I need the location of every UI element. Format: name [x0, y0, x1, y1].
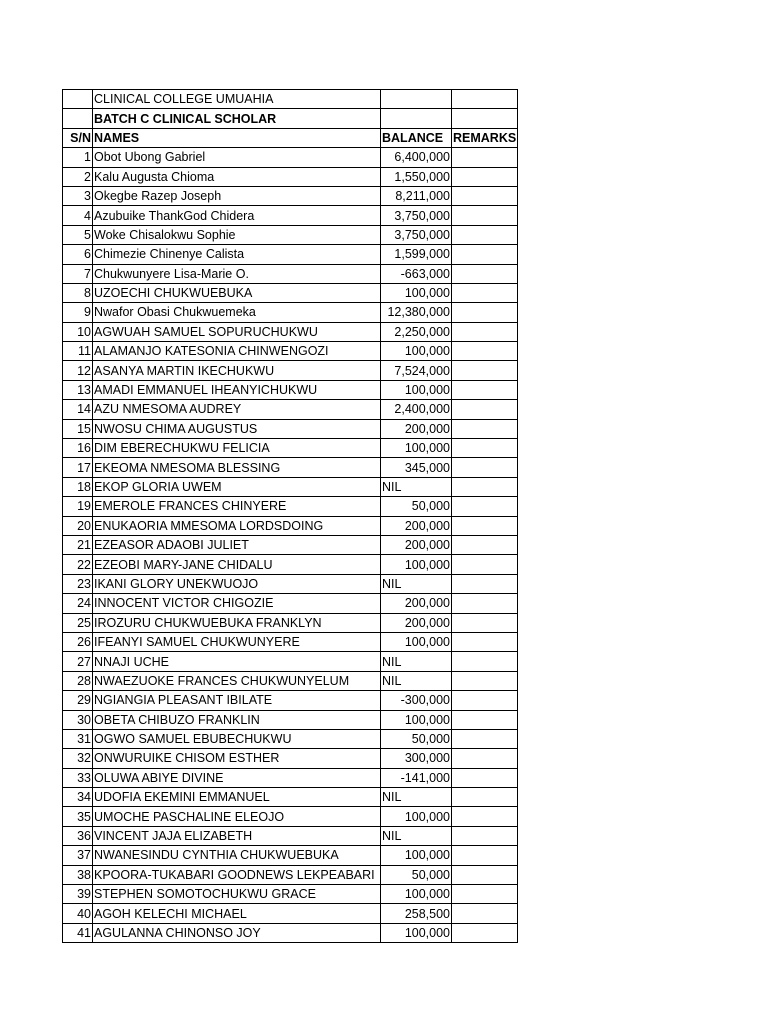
remarks-cell[interactable]	[452, 167, 518, 186]
balance-cell[interactable]: 100,000	[381, 710, 452, 729]
sn-cell[interactable]: 16	[63, 439, 93, 458]
table-row	[63, 167, 518, 186]
remarks-cell[interactable]	[452, 342, 518, 361]
table-row	[63, 710, 518, 729]
balance-cell[interactable]: 3,750,000	[381, 206, 452, 225]
name-cell[interactable]: IFEANYI SAMUEL CHUKWUNYERE	[93, 632, 381, 651]
balance-cell[interactable]: 8,211,000	[381, 186, 452, 205]
name-cell[interactable]: Obot Ubong Gabriel	[93, 148, 381, 167]
table-row	[63, 555, 518, 574]
remarks-cell[interactable]	[452, 322, 518, 341]
sn-cell[interactable]: 10	[63, 322, 93, 341]
name-cell[interactable]: EZEOBI MARY-JANE CHIDALU	[93, 555, 381, 574]
name-cell[interactable]: EMEROLE FRANCES CHINYERE	[93, 497, 381, 516]
name-cell[interactable]: NWOSU CHIMA AUGUSTUS	[93, 419, 381, 438]
table-row	[63, 885, 518, 904]
remarks-cell[interactable]	[452, 555, 518, 574]
name-cell[interactable]: Azubuike ThankGod Chidera	[93, 206, 381, 225]
sn-cell[interactable]: 7	[63, 264, 93, 283]
table-row	[63, 574, 518, 593]
sn-cell[interactable]: 19	[63, 497, 93, 516]
name-cell[interactable]: NWAEZUOKE FRANCES CHUKWUNYELUM	[93, 671, 381, 690]
name-cell[interactable]: Chukwunyere Lisa-Marie O.	[93, 264, 381, 283]
balance-cell[interactable]: -663,000	[381, 264, 452, 283]
remarks-cell[interactable]	[452, 729, 518, 748]
sn-cell[interactable]: 14	[63, 400, 93, 419]
balance-cell[interactable]: 258,500	[381, 904, 452, 923]
balance-cell[interactable]: NIL	[381, 574, 452, 593]
table-row	[63, 904, 518, 923]
remarks-cell[interactable]	[452, 632, 518, 651]
balance-cell[interactable]: 100,000	[381, 885, 452, 904]
table-row	[63, 632, 518, 651]
balance-cell[interactable]: 100,000	[381, 555, 452, 574]
balance-cell[interactable]: 50,000	[381, 497, 452, 516]
remarks-cell[interactable]	[452, 594, 518, 613]
balance-cell[interactable]: -300,000	[381, 691, 452, 710]
table-row	[63, 206, 518, 225]
table-row	[63, 419, 518, 438]
sn-cell[interactable]: 6	[63, 245, 93, 264]
balance-cell[interactable]: 100,000	[381, 923, 452, 942]
remarks-cell[interactable]	[452, 846, 518, 865]
remarks-cell[interactable]	[452, 807, 518, 826]
sn-cell[interactable]: 8	[63, 283, 93, 302]
remarks-cell[interactable]	[452, 904, 518, 923]
remarks-cell[interactable]	[452, 535, 518, 554]
table-row	[63, 458, 518, 477]
name-cell[interactable]: NNAJI UCHE	[93, 652, 381, 671]
remarks-cell[interactable]	[452, 283, 518, 302]
table-row	[63, 729, 518, 748]
sn-cell[interactable]: 32	[63, 749, 93, 768]
table-row	[63, 691, 518, 710]
remarks-cell[interactable]	[452, 613, 518, 632]
balance-cell[interactable]: 100,000	[381, 439, 452, 458]
name-cell[interactable]: ALAMANJO KATESONIA CHINWENGOZI	[93, 342, 381, 361]
name-cell[interactable]: NWANESINDU CYNTHIA CHUKWUEBUKA	[93, 846, 381, 865]
table-row	[63, 749, 518, 768]
table-row	[63, 652, 518, 671]
name-cell[interactable]: VINCENT JAJA ELIZABETH	[93, 826, 381, 845]
balance-cell[interactable]: 200,000	[381, 419, 452, 438]
sn-cell[interactable]: 31	[63, 729, 93, 748]
balance-cell[interactable]: 200,000	[381, 516, 452, 535]
header-sn[interactable]: S/N	[63, 128, 93, 147]
remarks-cell[interactable]	[452, 225, 518, 244]
table-row	[63, 245, 518, 264]
batch-title[interactable]: BATCH C CLINICAL SCHOLAR	[93, 109, 381, 128]
remarks-cell[interactable]	[452, 691, 518, 710]
name-cell[interactable]: Okegbe Razep Joseph	[93, 186, 381, 205]
sn-cell[interactable]: 20	[63, 516, 93, 535]
balance-cell[interactable]: NIL	[381, 477, 452, 496]
title-row-1-balance-cell[interactable]	[381, 90, 452, 109]
remarks-cell[interactable]	[452, 865, 518, 884]
table-row	[63, 826, 518, 845]
sn-cell[interactable]: 29	[63, 691, 93, 710]
title-row-2-remarks-cell[interactable]	[452, 109, 518, 128]
sn-cell[interactable]: 33	[63, 768, 93, 787]
name-cell[interactable]: INNOCENT VICTOR CHIGOZIE	[93, 594, 381, 613]
remarks-cell[interactable]	[452, 245, 518, 264]
sn-cell[interactable]: 13	[63, 380, 93, 399]
title-row-2-sn-cell[interactable]	[63, 109, 93, 128]
name-cell[interactable]: AGULANNA CHINONSO JOY	[93, 923, 381, 942]
balance-cell[interactable]: 100,000	[381, 807, 452, 826]
table-row	[63, 439, 518, 458]
remarks-cell[interactable]	[452, 400, 518, 419]
name-cell[interactable]: OLUWA ABIYE DIVINE	[93, 768, 381, 787]
sn-cell[interactable]: 28	[63, 671, 93, 690]
balance-cell[interactable]: 1,599,000	[381, 245, 452, 264]
name-cell[interactable]: KPOORA-TUKABARI GOODNEWS LEKPEABARI	[93, 865, 381, 884]
table-row	[63, 283, 518, 302]
balance-cell[interactable]: 50,000	[381, 729, 452, 748]
sn-cell[interactable]: 18	[63, 477, 93, 496]
sn-cell[interactable]: 34	[63, 788, 93, 807]
sn-cell[interactable]: 3	[63, 186, 93, 205]
remarks-cell[interactable]	[452, 788, 518, 807]
sn-cell[interactable]: 2	[63, 167, 93, 186]
balance-cell[interactable]: 345,000	[381, 458, 452, 477]
remarks-cell[interactable]	[452, 419, 518, 438]
table-row	[63, 923, 518, 942]
table-row	[63, 671, 518, 690]
header-row	[63, 128, 518, 147]
sn-cell[interactable]: 24	[63, 594, 93, 613]
table-row	[63, 303, 518, 322]
balance-cell[interactable]: 200,000	[381, 535, 452, 554]
sn-cell[interactable]: 41	[63, 923, 93, 942]
balance-cell[interactable]: NIL	[381, 826, 452, 845]
sn-cell[interactable]: 4	[63, 206, 93, 225]
name-cell[interactable]: Chimezie Chinenye Calista	[93, 245, 381, 264]
table-row	[63, 342, 518, 361]
name-cell[interactable]: IKANI GLORY UNEKWUOJO	[93, 574, 381, 593]
remarks-cell[interactable]	[452, 516, 518, 535]
sn-cell[interactable]: 37	[63, 846, 93, 865]
remarks-cell[interactable]	[452, 439, 518, 458]
remarks-cell[interactable]	[452, 264, 518, 283]
sn-cell[interactable]: 21	[63, 535, 93, 554]
header-balance[interactable]: BALANCE	[381, 128, 452, 147]
remarks-cell[interactable]	[452, 303, 518, 322]
remarks-cell[interactable]	[452, 652, 518, 671]
balance-cell[interactable]: 3,750,000	[381, 225, 452, 244]
table-row	[63, 807, 518, 826]
balance-cell[interactable]: 7,524,000	[381, 361, 452, 380]
name-cell[interactable]: ONWURUIKE CHISOM ESTHER	[93, 749, 381, 768]
college-title[interactable]: CLINICAL COLLEGE UMUAHIA	[93, 90, 381, 109]
name-cell[interactable]: NGIANGIA PLEASANT IBILATE	[93, 691, 381, 710]
balance-cell[interactable]: 100,000	[381, 846, 452, 865]
table-row	[63, 594, 518, 613]
sn-cell[interactable]: 35	[63, 807, 93, 826]
name-cell[interactable]: ASANYA MARTIN IKECHUKWU	[93, 361, 381, 380]
balance-cell[interactable]: 100,000	[381, 342, 452, 361]
sn-cell[interactable]: 38	[63, 865, 93, 884]
remarks-cell[interactable]	[452, 923, 518, 942]
sn-cell[interactable]: 11	[63, 342, 93, 361]
remarks-cell[interactable]	[452, 458, 518, 477]
name-cell[interactable]: Woke Chisalokwu Sophie	[93, 225, 381, 244]
remarks-cell[interactable]	[452, 380, 518, 399]
sn-cell[interactable]: 27	[63, 652, 93, 671]
name-cell[interactable]: AGWUAH SAMUEL SOPURUCHUKWU	[93, 322, 381, 341]
name-cell[interactable]: DIM EBERECHUKWU FELICIA	[93, 439, 381, 458]
header-remarks[interactable]: REMARKS	[452, 128, 518, 147]
balance-sheet-table	[62, 89, 518, 943]
name-cell[interactable]: EKOP GLORIA UWEM	[93, 477, 381, 496]
balance-cell[interactable]: 2,250,000	[381, 322, 452, 341]
remarks-cell[interactable]	[452, 361, 518, 380]
name-cell[interactable]: IROZURU CHUKWUEBUKA FRANKLYN	[93, 613, 381, 632]
sn-cell[interactable]: 17	[63, 458, 93, 477]
sheet-body	[63, 90, 518, 943]
table-row	[63, 400, 518, 419]
remarks-cell[interactable]	[452, 710, 518, 729]
name-cell[interactable]: AGOH KELECHI MICHAEL	[93, 904, 381, 923]
title-row-2-balance-cell[interactable]	[381, 109, 452, 128]
balance-cell[interactable]: 50,000	[381, 865, 452, 884]
remarks-cell[interactable]	[452, 749, 518, 768]
sn-cell[interactable]: 15	[63, 419, 93, 438]
name-cell[interactable]: UZOECHI CHUKWUEBUKA	[93, 283, 381, 302]
table-row	[63, 768, 518, 787]
balance-cell[interactable]: 6,400,000	[381, 148, 452, 167]
name-cell[interactable]: Nwafor Obasi Chukwuemeka	[93, 303, 381, 322]
balance-cell[interactable]: -141,000	[381, 768, 452, 787]
balance-cell[interactable]: 100,000	[381, 380, 452, 399]
balance-cell[interactable]: 12,380,000	[381, 303, 452, 322]
table-row	[63, 322, 518, 341]
title-row-1	[63, 90, 518, 109]
name-cell[interactable]: UMOCHE PASCHALINE ELEOJO	[93, 807, 381, 826]
title-row-1-remarks-cell[interactable]	[452, 90, 518, 109]
table-row	[63, 225, 518, 244]
name-cell[interactable]: AMADI EMMANUEL IHEANYICHUKWU	[93, 380, 381, 399]
remarks-cell[interactable]	[452, 148, 518, 167]
table-row	[63, 380, 518, 399]
table-row	[63, 846, 518, 865]
header-names[interactable]: NAMES	[93, 128, 381, 147]
table-row	[63, 516, 518, 535]
name-cell[interactable]: OGWO SAMUEL EBUBECHUKWU	[93, 729, 381, 748]
balance-cell[interactable]: NIL	[381, 788, 452, 807]
name-cell[interactable]: Kalu Augusta Chioma	[93, 167, 381, 186]
sn-cell[interactable]: 25	[63, 613, 93, 632]
table-row	[63, 186, 518, 205]
remarks-cell[interactable]	[452, 497, 518, 516]
sn-cell[interactable]: 39	[63, 885, 93, 904]
balance-cell[interactable]: 2,400,000	[381, 400, 452, 419]
balance-cell[interactable]: 200,000	[381, 594, 452, 613]
table-row	[63, 497, 518, 516]
name-cell[interactable]: UDOFIA EKEMINI EMMANUEL	[93, 788, 381, 807]
sn-cell[interactable]: 1	[63, 148, 93, 167]
sn-cell[interactable]: 26	[63, 632, 93, 651]
balance-cell[interactable]: NIL	[381, 671, 452, 690]
sn-cell[interactable]: 22	[63, 555, 93, 574]
balance-cell[interactable]: 100,000	[381, 283, 452, 302]
title-row-1-sn-cell[interactable]	[63, 90, 93, 109]
table-row	[63, 865, 518, 884]
remarks-cell[interactable]	[452, 768, 518, 787]
remarks-cell[interactable]	[452, 186, 518, 205]
title-row-2	[63, 109, 518, 128]
sn-cell[interactable]: 36	[63, 826, 93, 845]
name-cell[interactable]: OBETA CHIBUZO FRANKLIN	[93, 710, 381, 729]
sn-cell[interactable]: 40	[63, 904, 93, 923]
balance-cell[interactable]: 100,000	[381, 632, 452, 651]
sn-cell[interactable]: 23	[63, 574, 93, 593]
table-row	[63, 361, 518, 380]
remarks-cell[interactable]	[452, 671, 518, 690]
table-row	[63, 535, 518, 554]
remarks-cell[interactable]	[452, 206, 518, 225]
table-row	[63, 148, 518, 167]
balance-cell[interactable]: 200,000	[381, 613, 452, 632]
balance-cell[interactable]: 300,000	[381, 749, 452, 768]
sn-cell[interactable]: 12	[63, 361, 93, 380]
balance-cell[interactable]: NIL	[381, 652, 452, 671]
name-cell[interactable]: EKEOMA NMESOMA BLESSING	[93, 458, 381, 477]
remarks-cell[interactable]	[452, 826, 518, 845]
table-row	[63, 264, 518, 283]
name-cell[interactable]: ENUKAORIA MMESOMA LORDSDOING	[93, 516, 381, 535]
sn-cell[interactable]: 30	[63, 710, 93, 729]
balance-cell[interactable]: 1,550,000	[381, 167, 452, 186]
name-cell[interactable]: EZEASOR ADAOBI JULIET	[93, 535, 381, 554]
sn-cell[interactable]: 5	[63, 225, 93, 244]
name-cell[interactable]: STEPHEN SOMOTOCHUKWU GRACE	[93, 885, 381, 904]
name-cell[interactable]: AZU NMESOMA AUDREY	[93, 400, 381, 419]
remarks-cell[interactable]	[452, 574, 518, 593]
sn-cell[interactable]: 9	[63, 303, 93, 322]
remarks-cell[interactable]	[452, 885, 518, 904]
table-row	[63, 788, 518, 807]
remarks-cell[interactable]	[452, 477, 518, 496]
table-row	[63, 613, 518, 632]
table-row	[63, 477, 518, 496]
